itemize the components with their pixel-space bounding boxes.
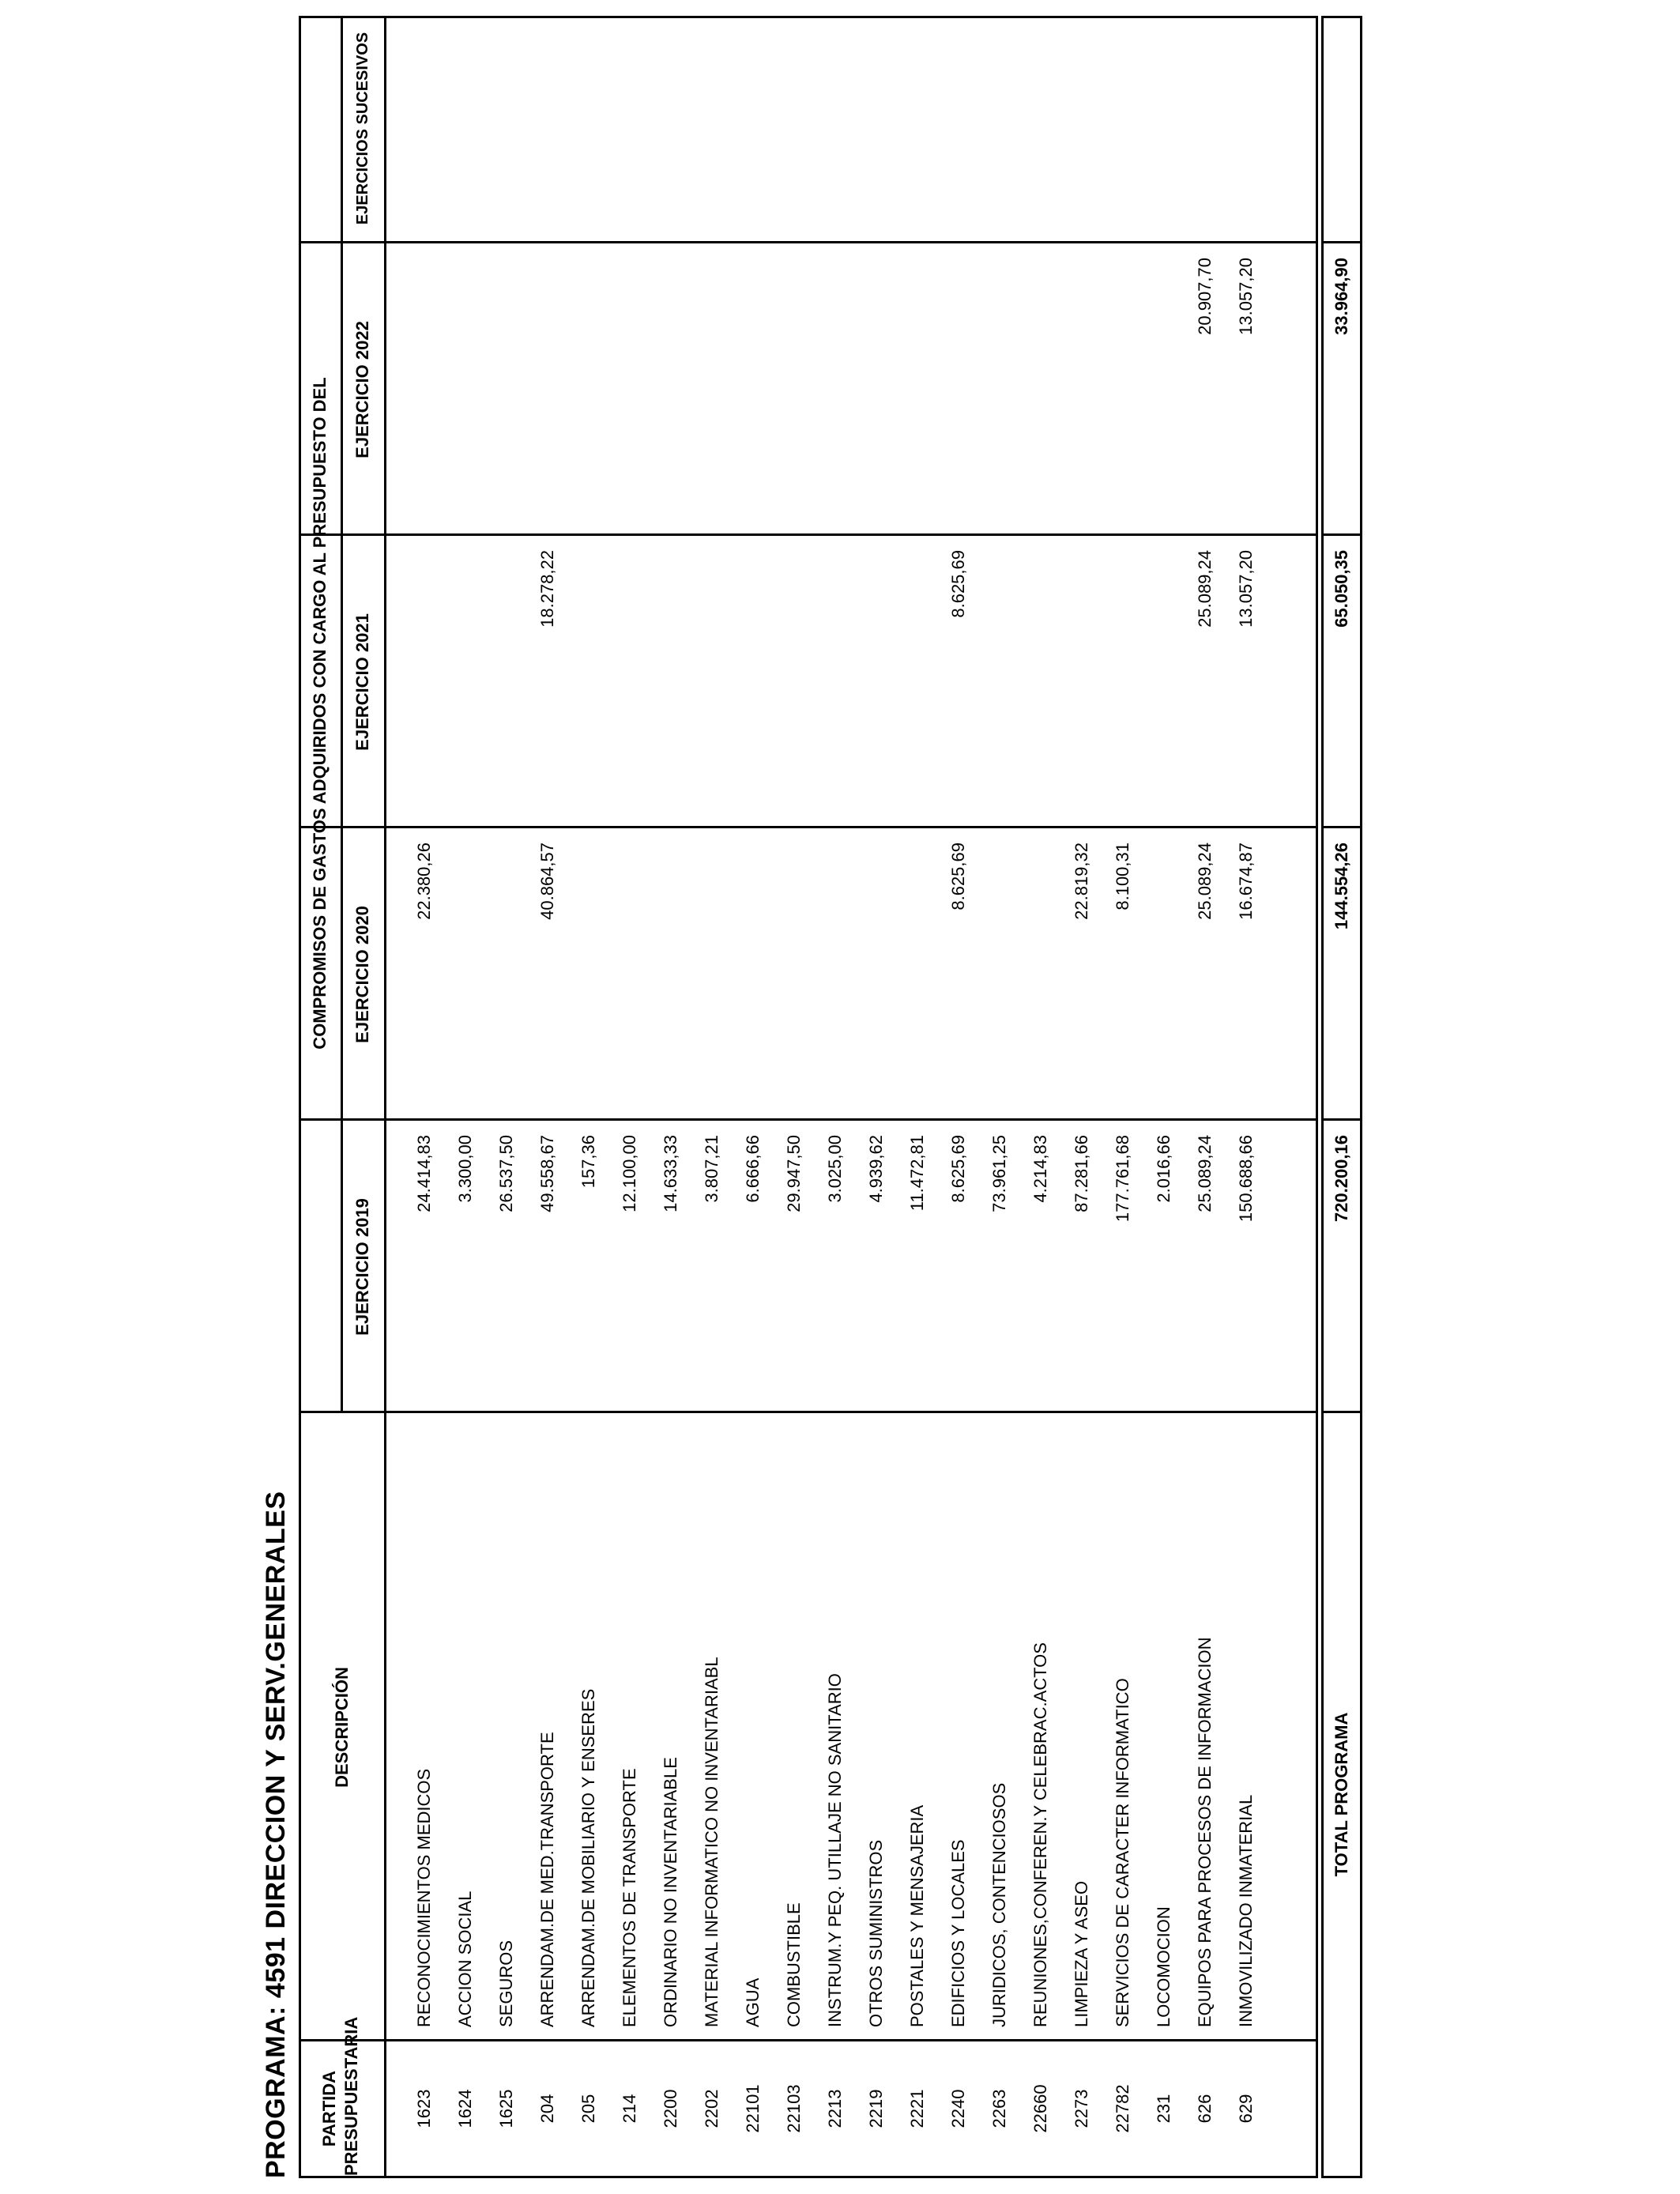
ejercicio-2021-cell	[691, 550, 733, 828]
ejercicio-2021-cell	[486, 550, 527, 828]
ejercicio-2020-cell	[650, 843, 691, 1121]
partida-cell: 629	[1236, 2094, 1256, 2124]
partida-cell: 2213	[825, 2089, 845, 2128]
ejercicio-2019-cell: 6.666,66	[743, 1135, 763, 1203]
ejercicio-2020-cell	[979, 843, 1020, 1121]
partida-cell: 22660	[1030, 2084, 1050, 2133]
sucesivos-cell	[1226, 22, 1267, 243]
sucesivos-cell	[1020, 22, 1061, 243]
ejercicio-2019-cell: 4.214,83	[1030, 1135, 1050, 1203]
ejercicio-2022-cell	[568, 258, 609, 536]
ejercicio-2020-cell: 22.819,32	[1072, 843, 1091, 920]
ejercicio-2019-cell: 14.633,33	[661, 1135, 680, 1212]
sucesivos-cell	[609, 22, 650, 243]
descripcion-cell: SEGUROS	[496, 1940, 516, 2027]
ejercicio-2021-cell	[815, 550, 856, 828]
ejercicio-2021-cell	[609, 550, 650, 828]
partida-cell: 626	[1195, 2094, 1215, 2124]
descripcion-cell: ARRENDAM.DE MED.TRANSPORTE	[537, 1732, 557, 2027]
total-row	[1321, 16, 1362, 2178]
sucesivos-cell	[486, 22, 527, 243]
ejercicio-2022-cell	[897, 258, 938, 536]
descripcion-cell: LIMPIEZA Y ASEO	[1072, 1880, 1091, 2027]
ejercicio-2022-cell	[1102, 258, 1143, 536]
ejercicio-2021-cell	[404, 550, 445, 828]
sucesivos-cell	[691, 22, 733, 243]
partida-cell: 2219	[866, 2089, 886, 2128]
descripcion-cell: OTROS SUMINISTROS	[866, 1839, 886, 2027]
ejercicio-2021-cell	[1143, 550, 1185, 828]
descripcion-cell: ORDINARIO NO INVENTARIABLE	[661, 1757, 680, 2027]
ejercicio-2020-cell: 22.380,26	[414, 843, 434, 920]
ejercicio-2019-cell: 49.558,67	[537, 1135, 557, 1212]
ejercicio-2020-cell	[856, 843, 897, 1121]
ejercicio-2022-cell	[1061, 258, 1102, 536]
ejercicio-2021-cell: 8.625,69	[948, 550, 968, 618]
ejercicio-2019-cell: 157,36	[578, 1135, 598, 1189]
ejercicio-2021-cell	[445, 550, 486, 828]
ejercicio-2022-cell: 13.057,20	[1236, 258, 1256, 335]
total-2022: 33.964,90	[1332, 258, 1351, 335]
ejercicio-2019-cell: 150.688,66	[1236, 1135, 1256, 1223]
partida-cell: 1623	[414, 2089, 434, 2128]
descripcion-cell: ELEMENTOS DE TRANSPORTE	[620, 1768, 639, 2027]
header-divider	[384, 18, 386, 2176]
total-2020: 144.554,26	[1332, 843, 1351, 930]
ejercicio-2021-cell: 13.057,20	[1236, 550, 1256, 628]
ejercicio-2019-cell: 11.472,81	[907, 1135, 927, 1212]
ejercicio-2021-cell	[568, 550, 609, 828]
ejercicio-2019-cell: 3.025,00	[825, 1135, 845, 1203]
ejercicio-2020-cell	[691, 843, 733, 1121]
header-2022: EJERCICIO 2022	[352, 321, 372, 458]
sucesivos-cell	[568, 22, 609, 243]
descripcion-cell: POSTALES Y MENSAJERIA	[907, 1804, 927, 2027]
ejercicio-2021-cell	[979, 550, 1020, 828]
ejercicio-2020-cell	[486, 843, 527, 1121]
sucesivos-cell	[527, 22, 568, 243]
ejercicio-2019-cell: 8.625,69	[948, 1135, 968, 1203]
ejercicio-2019-cell: 24.414,83	[414, 1135, 434, 1212]
partida-cell: 204	[537, 2094, 557, 2124]
descripcion-cell: COMBUSTIBLE	[784, 1902, 804, 2027]
ejercicio-2019-cell: 25.089,24	[1195, 1135, 1215, 1212]
descripcion-cell: EQUIPOS PARA PROCESOS DE INFORMACION	[1195, 1637, 1215, 2027]
ejercicio-2021-cell	[856, 550, 897, 828]
ejercicio-2020-cell	[1143, 843, 1185, 1121]
partida-cell: 2221	[907, 2089, 927, 2128]
ejercicio-2020-cell	[815, 843, 856, 1121]
header-descripcion: DESCRIPCIÓN	[332, 1667, 352, 1788]
partida-cell: 2200	[661, 2089, 680, 2128]
ejercicio-2019-cell: 87.281,66	[1072, 1135, 1091, 1212]
ejercicio-2020-cell	[897, 843, 938, 1121]
descripcion-cell: ARRENDAM.DE MOBILIARIO Y ENSERES	[578, 1688, 598, 2027]
descripcion-cell: ACCION SOCIAL	[455, 1891, 475, 2027]
ejercicio-2021-cell	[1020, 550, 1061, 828]
ejercicio-2021-cell	[1102, 550, 1143, 828]
header-sucesivos: EJERCICIOS SUCESIVOS	[354, 32, 371, 225]
ejercicio-2019-cell: 2.016,66	[1154, 1135, 1173, 1203]
partida-cell: 22103	[784, 2084, 804, 2133]
sucesivos-cell	[1102, 22, 1143, 243]
header-partida: PARTIDA PRESUPUESTARIA	[319, 2016, 361, 2176]
ejercicio-2022-cell	[609, 258, 650, 536]
ejercicio-2022-cell	[650, 258, 691, 536]
ejercicio-2022-cell: 20.907,70	[1195, 258, 1215, 335]
partida-cell: 1624	[455, 2089, 475, 2128]
ejercicio-2020-cell	[774, 843, 815, 1121]
descripcion-cell: MATERIAL INFORMATICO NO INVENTARIABL	[702, 1657, 721, 2027]
ejercicio-2022-cell	[691, 258, 733, 536]
partida-cell: 22101	[743, 2084, 763, 2133]
descripcion-cell: JURIDICOS, CONTENCIOSOS	[989, 1782, 1009, 2027]
sucesivos-cell	[733, 22, 774, 243]
ejercicio-2020-cell: 8.625,69	[948, 843, 968, 910]
ejercicio-2022-cell	[774, 258, 815, 536]
descripcion-cell: SERVICIOS DE CARACTER INFORMATICO	[1113, 1678, 1132, 2027]
partida-cell: 2273	[1072, 2089, 1091, 2128]
ejercicio-2022-cell	[938, 258, 979, 536]
ejercicio-2021-cell	[774, 550, 815, 828]
ejercicio-2020-cell	[568, 843, 609, 1121]
ejercicio-2020-cell: 8.100,31	[1113, 843, 1132, 910]
sucesivos-cell	[1185, 22, 1226, 243]
ejercicio-2022-cell	[445, 258, 486, 536]
partida-cell: 22782	[1113, 2084, 1132, 2133]
descripcion-cell: REUNIONES,CONFEREN.Y CELEBRAC.ACTOS	[1030, 1642, 1050, 2027]
ejercicio-2020-cell	[445, 843, 486, 1121]
descripcion-cell: LOCOMOCION	[1154, 1906, 1173, 2027]
total-sucesivos	[1324, 22, 1360, 243]
total-2021: 65.050,35	[1332, 550, 1351, 628]
ejercicio-2020-cell: 25.089,24	[1195, 843, 1215, 920]
header-2019: EJERCICIO 2019	[352, 1198, 372, 1336]
partida-cell: 2263	[989, 2089, 1009, 2128]
sucesivos-cell	[856, 22, 897, 243]
partida-cell: 205	[578, 2094, 598, 2124]
page-title: PROGRAMA: 4591 DIRECCION Y SERV.GENERALES	[261, 1491, 291, 2178]
ejercicio-2022-cell	[527, 258, 568, 536]
ejercicio-2021-cell: 18.278,22	[537, 550, 557, 628]
total-label: TOTAL PROGRAMA	[1332, 1712, 1351, 1877]
partida-cell: 231	[1154, 2094, 1173, 2124]
sucesivos-cell	[815, 22, 856, 243]
ejercicio-2019-cell: 4.939,62	[866, 1135, 886, 1203]
ejercicio-2021-cell: 25.089,24	[1195, 550, 1215, 628]
ejercicio-2019-cell: 12.100,00	[620, 1135, 639, 1212]
sucesivos-cell	[979, 22, 1020, 243]
ejercicio-2022-cell	[815, 258, 856, 536]
ejercicio-2020-cell	[1020, 843, 1061, 1121]
sucesivos-cell	[404, 22, 445, 243]
total-2019: 720.200,16	[1332, 1135, 1351, 1223]
ejercicio-2019-cell: 3.807,21	[702, 1135, 721, 1203]
ejercicio-2019-cell: 177.761,68	[1113, 1135, 1132, 1223]
header-2020: EJERCICIO 2020	[352, 906, 372, 1043]
ejercicio-2021-cell	[650, 550, 691, 828]
ejercicio-2022-cell	[1143, 258, 1185, 536]
descripcion-cell: RECONOCIMIENTOS MEDICOS	[414, 1768, 434, 2027]
ejercicio-2021-cell	[733, 550, 774, 828]
sucesivos-cell	[938, 22, 979, 243]
ejercicio-2020-cell: 40.864,57	[537, 843, 557, 920]
ejercicio-2020-cell: 16.674,87	[1236, 843, 1256, 920]
ejercicio-2019-cell: 3.300,00	[455, 1135, 475, 1203]
ejercicio-2022-cell	[856, 258, 897, 536]
partida-cell: 2240	[948, 2089, 968, 2128]
ejercicio-2019-cell: 73.961,25	[989, 1135, 1009, 1212]
descripcion-cell: INSTRUM.Y PEQ. UTILLAJE NO SANITARIO	[825, 1673, 845, 2027]
commitments-table	[299, 16, 1318, 2178]
sucesivos-cell	[1143, 22, 1185, 243]
sucesivos-cell	[1061, 22, 1102, 243]
ejercicio-2021-cell	[897, 550, 938, 828]
ejercicio-2020-cell	[609, 843, 650, 1121]
header-group: COMPROMISOS DE GASTOS ADQUIRIDOS CON CARGO AL PRESUPUESTO DEL	[310, 377, 330, 1050]
descripcion-cell: EDIFICIOS Y LOCALES	[948, 1839, 968, 2027]
descripcion-cell: INMOVILIZADO INMATERIAL	[1236, 1794, 1256, 2027]
ejercicio-2019-cell: 26.537,50	[496, 1135, 516, 1212]
partida-cell: 2202	[702, 2089, 721, 2128]
sucesivos-cell	[897, 22, 938, 243]
ejercicio-2019-cell: 29.947,50	[784, 1135, 804, 1212]
group-divider	[341, 18, 343, 1413]
ejercicio-2021-cell	[1061, 550, 1102, 828]
sucesivos-cell	[774, 22, 815, 243]
ejercicio-2022-cell	[486, 258, 527, 536]
ejercicio-2020-cell	[733, 843, 774, 1121]
sucesivos-cell	[445, 22, 486, 243]
ejercicio-2022-cell	[979, 258, 1020, 536]
ejercicio-2022-cell	[404, 258, 445, 536]
ejercicio-2022-cell	[1020, 258, 1061, 536]
partida-cell: 1625	[496, 2089, 516, 2128]
sucesivos-cell	[650, 22, 691, 243]
ejercicio-2022-cell	[733, 258, 774, 536]
partida-cell: 214	[620, 2094, 639, 2124]
descripcion-cell: AGUA	[743, 1977, 763, 2027]
header-2021: EJERCICIO 2021	[352, 613, 372, 751]
